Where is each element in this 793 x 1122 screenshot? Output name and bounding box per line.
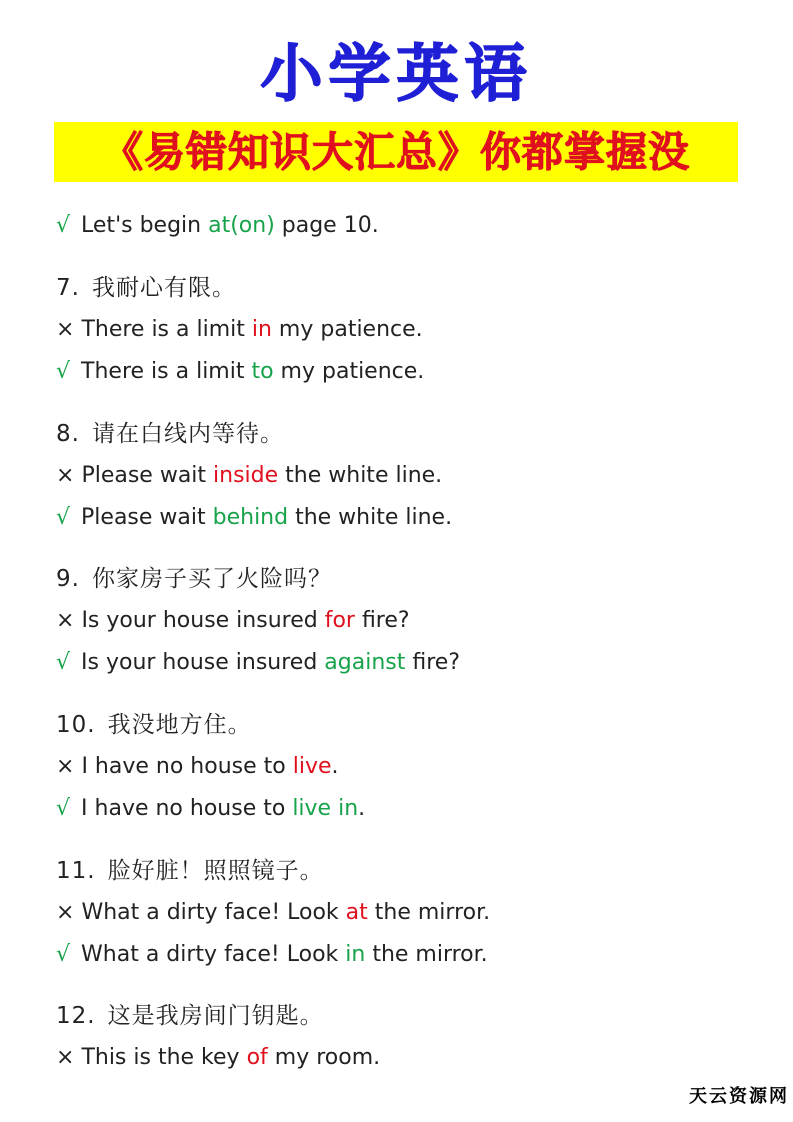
wrong-word: inside: [213, 463, 279, 488]
sentence-text: Is your house insured: [81, 650, 325, 675]
question-number: 12.: [56, 1003, 96, 1029]
wrong-sentence: [56, 315, 423, 345]
sentence-text: the mirror.: [367, 900, 491, 925]
wrong-sentence: [56, 606, 410, 636]
correct-word: at(on): [208, 213, 275, 238]
sentence-text: the white line.: [288, 505, 453, 530]
question-chinese: 你家房子买了火险吗？: [91, 566, 332, 592]
wrong-sentence: [56, 1043, 380, 1073]
page-subtitle: 《易错知识大汇总》你都掌握没: [102, 128, 690, 176]
wrong-word: live: [292, 754, 332, 779]
sentence-text: Is your house insured: [81, 608, 325, 633]
sentence-text: fire?: [354, 608, 410, 633]
question-heading: [56, 856, 324, 886]
question-heading: [56, 419, 284, 449]
sentence-text: my patience.: [271, 317, 423, 342]
sentence-text: What a dirty face! Look: [81, 942, 346, 967]
question-chinese: 脸好脏！照照镜子。: [107, 858, 324, 884]
correct-mark: √: [56, 796, 71, 821]
page-title: 小学英语: [260, 37, 533, 110]
question-chinese: 请在白线内等待。: [91, 421, 284, 447]
sentence-text: Please wait: [81, 505, 213, 530]
wrong-sentence: [56, 461, 442, 491]
sentence-text: Please wait: [81, 463, 214, 488]
wrong-mark: ×: [56, 754, 75, 779]
correct-mark: √: [56, 213, 71, 238]
wrong-mark: ×: [56, 463, 75, 488]
watermark: 天云资源网: [689, 1086, 789, 1107]
question-heading: [56, 710, 252, 740]
subtitle-banner: [54, 122, 738, 182]
question-chinese: 这是我房间门钥匙。: [107, 1003, 324, 1029]
wrong-sentence: [56, 752, 339, 782]
question-number: 8.: [56, 421, 80, 447]
sentence-text: I have no house to: [81, 796, 293, 821]
question-heading: [56, 273, 236, 303]
wrong-mark: ×: [56, 317, 75, 342]
question-number: 9.: [56, 566, 80, 592]
sentence-text: There is a limit: [81, 359, 252, 384]
sentence-text: page 10.: [274, 213, 379, 238]
correct-mark: √: [56, 942, 71, 967]
question-chinese: 我耐心有限。: [91, 275, 236, 301]
correct-sentence: [56, 794, 365, 824]
correct-word: behind: [212, 505, 289, 530]
wrong-mark: ×: [56, 1045, 75, 1070]
wrong-mark: ×: [56, 900, 75, 925]
wrong-word: at: [345, 900, 368, 925]
correct-sentence: [56, 648, 460, 678]
question-heading: [56, 1001, 324, 1031]
sentence-text: fire?: [405, 650, 460, 675]
wrong-sentence: [56, 898, 490, 928]
question-number: 7.: [56, 275, 80, 301]
question-chinese: 我没地方住。: [107, 712, 252, 738]
correct-sentence: [56, 503, 452, 533]
sentence-text: Let's begin: [81, 213, 209, 238]
correct-mark: √: [56, 359, 71, 384]
correct-mark: √: [56, 650, 71, 675]
sentence-text: the white line.: [278, 463, 443, 488]
question-number: 10.: [56, 712, 96, 738]
sentence-text: What a dirty face! Look: [81, 900, 346, 925]
wrong-word: for: [324, 608, 355, 633]
correct-word: against: [324, 650, 406, 675]
sentence-text: There is a limit: [81, 317, 252, 342]
wrong-mark: ×: [56, 608, 75, 633]
question-number: 11.: [56, 858, 96, 884]
question-heading: [56, 564, 332, 594]
sentence-text: my room.: [267, 1045, 381, 1070]
correct-sentence: [56, 940, 488, 970]
correct-mark: √: [56, 505, 71, 530]
sentence-text: .: [331, 754, 339, 779]
correct-sentence: [56, 357, 424, 387]
correct-word: in: [345, 942, 366, 967]
sentence-text: .: [358, 796, 366, 821]
intro-correct-line: [56, 211, 379, 241]
wrong-word: in: [251, 317, 272, 342]
correct-word: live in: [292, 796, 359, 821]
correct-word: to: [251, 359, 274, 384]
wrong-word: of: [246, 1045, 268, 1070]
sentence-text: I have no house to: [81, 754, 293, 779]
sentence-text: This is the key: [81, 1045, 247, 1070]
sentence-text: my patience.: [273, 359, 425, 384]
sentence-text: the mirror.: [365, 942, 488, 967]
